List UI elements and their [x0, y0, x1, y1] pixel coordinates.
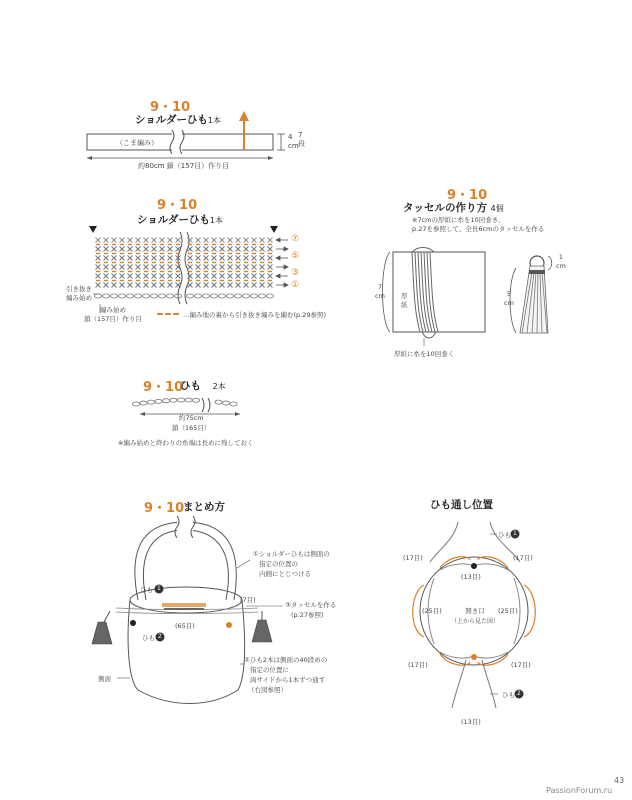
- string-length-line2: 鎖（165目）: [172, 424, 211, 432]
- step2-line1: ②ひも2本は側面の40段めの: [244, 656, 328, 664]
- strap-rows-value: 7: [298, 131, 303, 139]
- himo1-badge: 1: [157, 585, 161, 592]
- tassel-fringe-value: 5: [506, 290, 512, 298]
- himo1-label: ひも: [140, 586, 153, 594]
- string-title-text: ひも: [180, 380, 201, 392]
- wrap-caption: 厚紙に糸を10回巻く: [394, 350, 455, 358]
- strap-height-unit: cm: [288, 142, 299, 150]
- tassel-top-value: 1: [558, 253, 564, 261]
- himo2-label: ひも: [142, 634, 155, 642]
- label-7me: (7目): [240, 596, 256, 604]
- thread-17-br: (17目): [511, 661, 531, 669]
- tassel-note-line2: p.27を参照して、全長6cmのタッセルを作る: [412, 225, 545, 233]
- tassel-fringe-unit: cm: [504, 299, 514, 307]
- strap-height-value: 4: [288, 133, 293, 141]
- string-count: 2本: [212, 382, 226, 391]
- thread-himo2-badge: 2: [517, 690, 521, 697]
- step3-line2: (p.27参照): [291, 611, 324, 619]
- card-label-2: 紙: [401, 301, 408, 309]
- step2-line3: 両サイドから1本ずつ通す: [250, 676, 326, 684]
- strap-section-number: 9・10: [150, 100, 191, 115]
- row-label-7: ⑦: [291, 234, 300, 244]
- string-note: ※編み始めと終わりの糸端は長めに残しておく: [118, 439, 254, 447]
- thread-17-tl: (17目): [403, 554, 423, 562]
- thread-25-right: (25目): [498, 607, 518, 615]
- thread-himo1-label: ひも: [498, 531, 511, 539]
- chart-section-number: 9・10: [157, 198, 198, 213]
- strap-length-label: 約80cm 鎖（157目）作り目: [138, 162, 230, 170]
- step2-line4: （右図参照）: [248, 686, 287, 694]
- string-length-line1: 約75cm: [178, 414, 204, 422]
- card-height-value: 7: [377, 283, 383, 291]
- thread-25-left: (25目): [422, 607, 442, 615]
- string-section-number: 9・10: [143, 380, 184, 395]
- tassel-section-number: 9・10: [447, 188, 488, 203]
- thread-17-bl: (17目): [408, 661, 428, 669]
- thread-himo2-label: ひも: [502, 691, 515, 699]
- strap-title-text: ショルダーひも: [135, 114, 208, 126]
- chain-label-line2: 鎖（157目）作り目: [84, 315, 142, 323]
- card-label-1: 厚: [401, 292, 408, 300]
- thread-center: [451, 606, 499, 627]
- thread-13-top: (13目): [461, 573, 481, 581]
- step1-line2: 指定の位置の: [259, 560, 298, 568]
- step3-line1: ③タッセルを作る: [285, 601, 337, 609]
- strap-stitch-label: （こま編み）: [116, 139, 158, 147]
- chain-label-line1: 編み始め: [99, 306, 126, 314]
- himo2-badge: 2: [158, 633, 162, 640]
- tassel-note-line1: ※7cmの厚紙に糸を10回巻き、: [412, 216, 505, 224]
- slip-label-line1: 引き抜き: [66, 285, 92, 293]
- watermark: PassionForum.ru: [546, 786, 613, 795]
- legend-note: …編み地の裏から引き抜き編みを編む(p.29参照): [183, 311, 327, 319]
- chart-title-text: ショルダーひも: [137, 214, 210, 226]
- thread-center-line2: （上から見た図）: [451, 618, 500, 625]
- thread-center-line1: 開き口: [465, 607, 485, 615]
- assembly-section-number: 9・10: [144, 501, 185, 516]
- step1-line1: ①ショルダーひもは側面の: [253, 550, 330, 558]
- thread-hole-top: [471, 563, 477, 569]
- thread-17-tr: (17目): [513, 554, 533, 562]
- page-number: 43: [614, 776, 625, 785]
- row-label-5: ⑤: [291, 251, 300, 261]
- thread-hole-bottom: [471, 654, 477, 660]
- row-label-3: ③: [291, 268, 300, 278]
- assembly-section-title: まとめ方: [183, 501, 225, 513]
- strap-count: 1本: [207, 116, 221, 125]
- tassel-top-unit: cm: [556, 262, 566, 270]
- label-65me: (65目): [175, 622, 195, 630]
- step2-line2: 指定の位置に: [250, 666, 289, 674]
- thread-13-bottom: (13目): [461, 718, 481, 726]
- threading-title: ひも通し位置: [430, 499, 493, 511]
- strap-rows-unit: 段: [298, 140, 305, 148]
- row-label-1: ①: [291, 280, 300, 290]
- chart-count: 1本: [209, 216, 223, 225]
- tassel-count: 4個: [490, 204, 504, 213]
- step1-line3: 内側にとじつける: [259, 570, 311, 578]
- label-side: 側面: [98, 675, 111, 683]
- slip-label-line2: 編み始め: [66, 294, 92, 302]
- card-height-unit: cm: [375, 292, 385, 300]
- tassel-title-text: タッセルの作り方: [403, 202, 487, 214]
- thread-himo1-badge: 1: [513, 530, 517, 537]
